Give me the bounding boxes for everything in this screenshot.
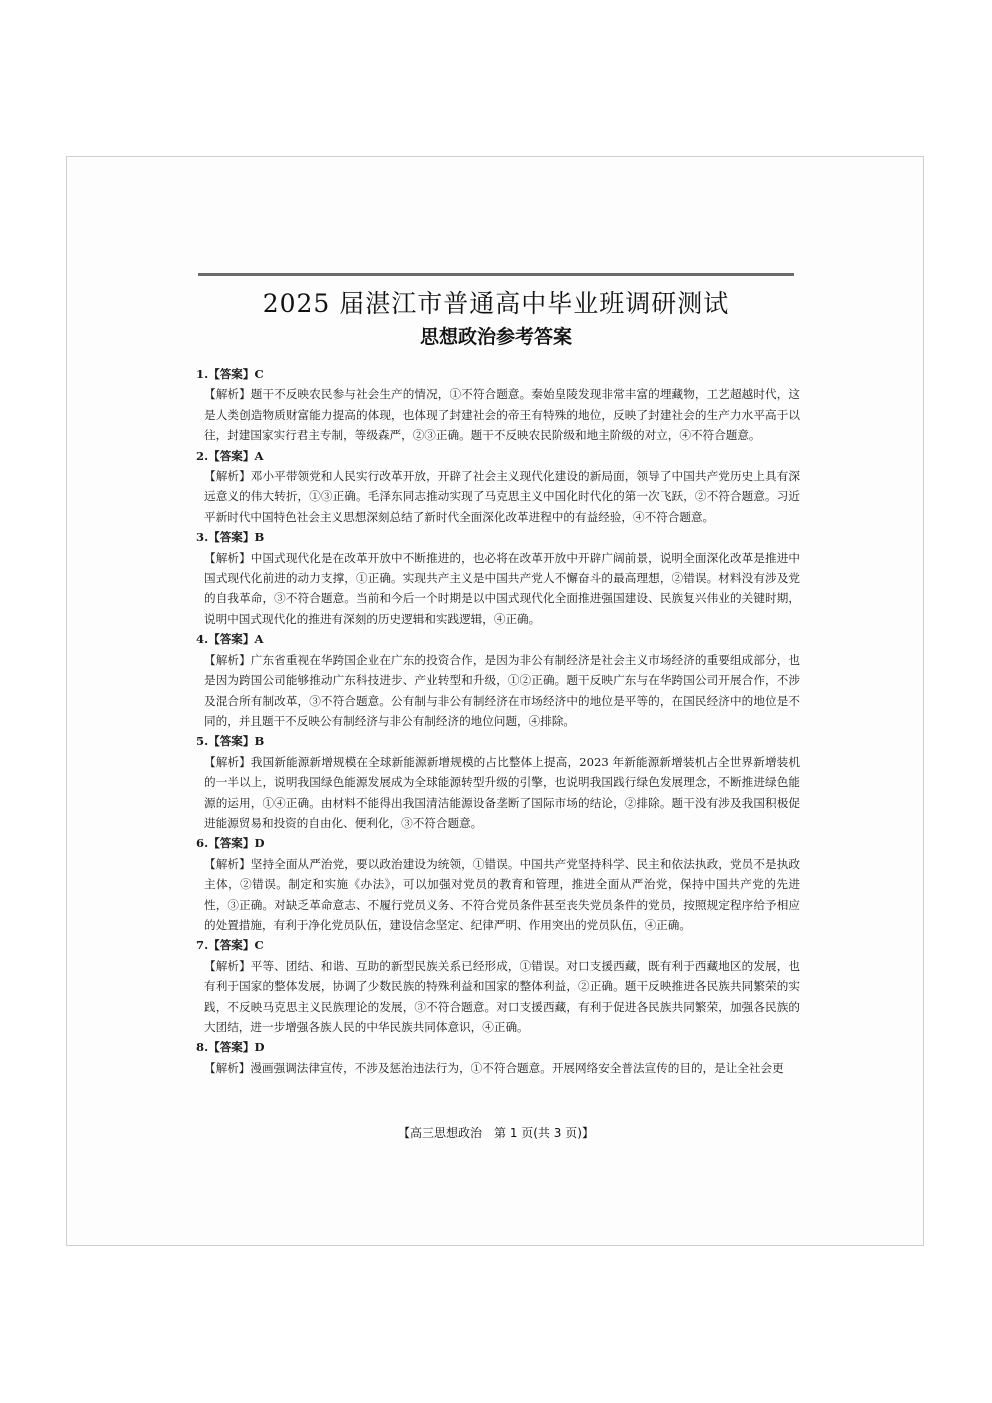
answer-line [196, 527, 800, 547]
question-number: 8. [196, 1040, 209, 1055]
answer-value: 【答案】A [208, 632, 264, 647]
analysis-text: 【解析】平等、团结、和谐、互助的新型民族关系已经形成，①错误。对口支援西藏，既有利于西藏地区的发展，也有利于国家的整体发展，协调了少数民族的特殊利益和国家的整体利益，②正确。题干反映推进各民族共同繁荣的实践，不反映马克思主义民族理论的发展，③不符合题意。对口支援西藏，有利于促进各民族共同繁荣，加强各民族的大团结，进一步增强各族人民的中华民族共同体意识，④正确。 [204, 958, 800, 1034]
analysis-text: 【解析】邓小平带领党和人民实行改革开放，开辟了社会主义现代化建设的新局面，领导了中国共产党历史上具有深远意义的伟大转折，①③正确。毛泽东同志推动实现了马克思主义中国化时代化的第一次飞跃，②不符合题意。习近平新时代中国特色社会主义思想深刻总结了新时代全面深化改革进程中的有益经验，④不符合题意。 [204, 469, 800, 524]
answer-value: 【答案】D [208, 1040, 265, 1055]
analysis-text: 【解析】坚持全面从严治党，要以政治建设为统领，①错误。中国共产党坚持科学、民主和依法执政，党员不是执政主体，②错误。制定和实施《办法》，可以加强对党员的教育和管理，推进全面从严治党，保持中国共产党的先进性，③正确。对缺乏革命意志、不履行党员义务、不符合党员条件甚至丧失党员条件的党员，按照规定程序给予相应的处置措施，有利于净化党员队伍，建设信念坚定、纪律严明、作用突出的党员队伍，④正确。 [204, 856, 800, 932]
question-block [196, 527, 800, 629]
question-number: 5. [196, 734, 209, 749]
answer-key-subtitle: 思想政治参考答案 [419, 326, 572, 348]
answer-line [196, 364, 800, 384]
answer-line [196, 629, 800, 649]
question-number: 3. [196, 530, 209, 545]
question-block [196, 1037, 800, 1078]
analysis-text: 【解析】中国式现代化是在改革开放中不断推进的，也必将在改革开放中开辟广阔前景，说明全面深化改革是推进中国式现代化前进的动力支撑，①正确。实现共产主义是中国共产党人不懈奋斗的最高理想，②错误。材料没有涉及党的自我革命，③不符合题意。当前和今后一个时期是以中国式现代化全面推进强国建设、民族复兴伟业的关键时期，说明中国式现代化的推进有深刻的历史逻辑和实践逻辑，④正确。 [204, 550, 800, 626]
answer-value: 【答案】A [208, 448, 264, 463]
analysis-text: 【解析】题干不反映农民参与社会生产的情况，①不符合题意。秦始皇陵发现非常丰富的埋藏物，工艺超越时代，这是人类创造物质财富能力提高的体现，也体现了封建社会的帝王有特殊的地位，反映了封建社会的生产力水平高于以往，封建国家实行君主专制，等级森严，②③正确。题干不反映农民阶级和地主阶级的对立，④不符合题意。 [204, 387, 800, 443]
question-number: 4. [196, 632, 209, 647]
question-block [196, 364, 800, 446]
answer-line [196, 935, 800, 955]
page-footer: 【高三思想政治 第 1 页(共 3 页)】 [398, 1126, 594, 1140]
question-block [196, 833, 800, 935]
answer-value: 【答案】B [208, 530, 265, 545]
question-number: 1. [196, 367, 209, 381]
question-block [196, 446, 800, 528]
answer-line [196, 833, 800, 853]
question-number: 7. [196, 938, 209, 953]
question-number: 2. [196, 448, 209, 463]
answer-value: 【答案】C [208, 938, 264, 953]
analysis-text: 【解析】漫画强调法律宣传，不涉及惩治违法行为，①不符合题意。开展网络安全普法宣传的目的，是让全社会更 [204, 1060, 784, 1075]
answer-value: 【答案】C [208, 367, 264, 381]
question-number: 6. [196, 836, 209, 851]
header-rule [198, 273, 794, 276]
answer-line [196, 731, 800, 751]
analysis-text: 【解析】我国新能源新增规模在全球新能源新增规模的占比整体上提高，2023 年新能源新增装机占全世界新增装机的一半以上，说明我国绿色能源发展成为全球能源转型升级的引擎，也说明我国践行绿色发展理念，不断推进绿色能源的运用，①④正确。由材料不能得出我国清洁能源设备垄断了国际市场的结论，②排除。题干没有涉及我国积极促进能源贸易和投资的自由化、便利化，③不符合题意。 [204, 754, 800, 830]
answer-value: 【答案】D [208, 836, 265, 851]
analysis-text: 【解析】广东省重视在华跨国企业在广东的投资合作，是因为非公有制经济是社会主义市场经济的重要组成部分，也是因为跨国公司能够推动广东科技进步、产业转型和升级，①②正确。题干反映广东与在华跨国公司开展合作，不涉及混合所有制改革，③不符合题意。公有制与非公有制经济在市场经济中的地位是平等的，在国民经济中的地位是不同的，并且题干不反映公有制经济与非公有制经济的地位问题，④排除。 [204, 652, 800, 728]
exam-title: 2025 届湛江市普通高中毕业班调研测试 [262, 289, 730, 318]
answer-value: 【答案】B [208, 734, 265, 749]
answer-line [196, 446, 800, 466]
question-block [196, 629, 800, 731]
answer-list [196, 364, 800, 1078]
answer-line [196, 1037, 800, 1057]
question-block [196, 935, 800, 1037]
question-block [196, 731, 800, 833]
